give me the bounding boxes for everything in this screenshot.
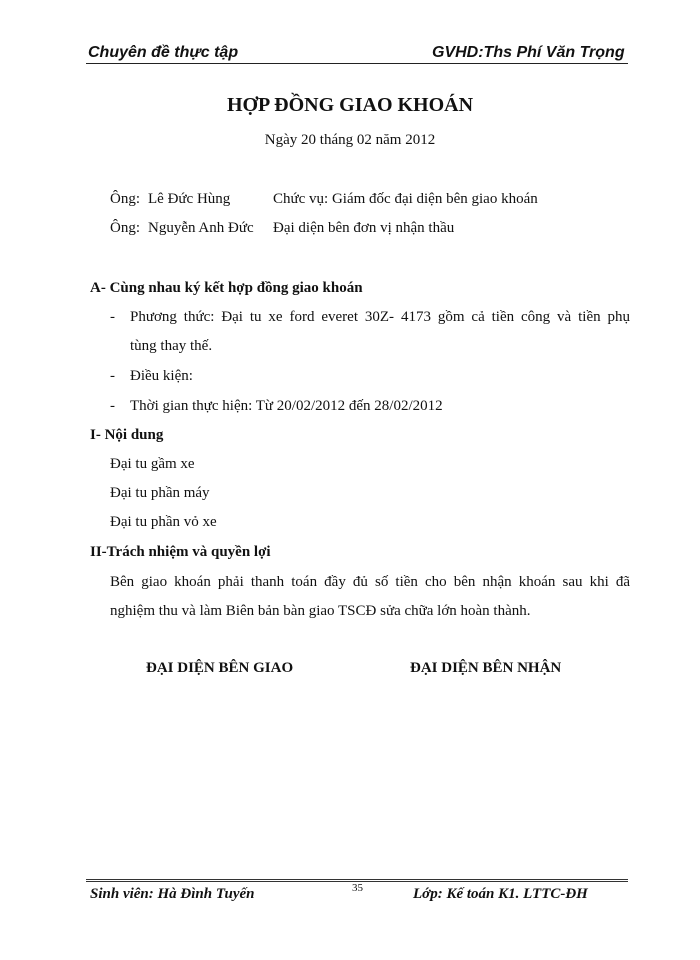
party-2-role: Đại diện bên đơn vị nhận thầu [273,220,455,236]
page-number: 35 [352,882,363,894]
section-2-line1: Bên giao khoán phải thanh toán đầy đủ số tiền cho bên nhận khoán sau khi đã [110,574,630,590]
content-item: Đại tu phần vỏ xe [110,514,217,530]
bullet-dash: - [110,309,115,325]
header-left: Chuyên đề thực tập [88,44,239,61]
contract-date: Ngày 20 tháng 02 năm 2012 [264,132,436,148]
section-2-line2: nghiệm thu và làm Biên bản bàn giao TSCĐ sửa chữa lớn hoàn thành. [110,603,531,619]
party-1-prefix: Ông: [110,191,140,207]
party-1-name: Lê Đức Hùng [148,191,231,207]
header-right: GVHD:Ths Phí Văn Trọng [432,44,625,61]
signature-right: ĐẠI DIỆN BÊN NHẬN [410,660,562,676]
section-a-heading: A- Cùng nhau ký kết hợp đồng giao khoán [90,280,363,296]
footer-class: Lớp: Kế toán K1. LTTC-ĐH [413,886,588,902]
bullet-1-line1: Phương thức: Đại tu xe ford everet 30Z- 4173 gồm cả tiền công và tiền phụ [130,309,630,325]
section-1-heading: I- Nội dung [90,427,164,443]
bullet-2: Điều kiện: [130,368,193,384]
content-item: Đại tu phần máy [110,485,210,501]
party-2-prefix: Ông: [110,220,140,236]
bullet-3: Thời gian thực hiện: Từ 20/02/2012 đến 28/02/2012 [130,398,443,414]
header-rule [86,63,628,64]
content-item: Đại tu gầm xe [110,456,195,472]
party-2-name: Nguyễn Anh Đức [148,220,254,236]
party-1-role: Chức vụ: Giám đốc đại diện bên giao khoán [273,191,538,207]
bullet-dash: - [110,398,115,414]
bullet-1-line2: tùng thay thế. [130,338,213,354]
signature-left: ĐẠI DIỆN BÊN GIAO [146,660,294,676]
contract-title: HỢP ĐỒNG GIAO KHOÁN [226,94,474,116]
footer-student: Sinh viên: Hà Đình Tuyến [90,886,255,902]
section-2-heading: II-Trách nhiệm và quyền lợi [90,544,271,560]
bullet-dash: - [110,368,115,384]
